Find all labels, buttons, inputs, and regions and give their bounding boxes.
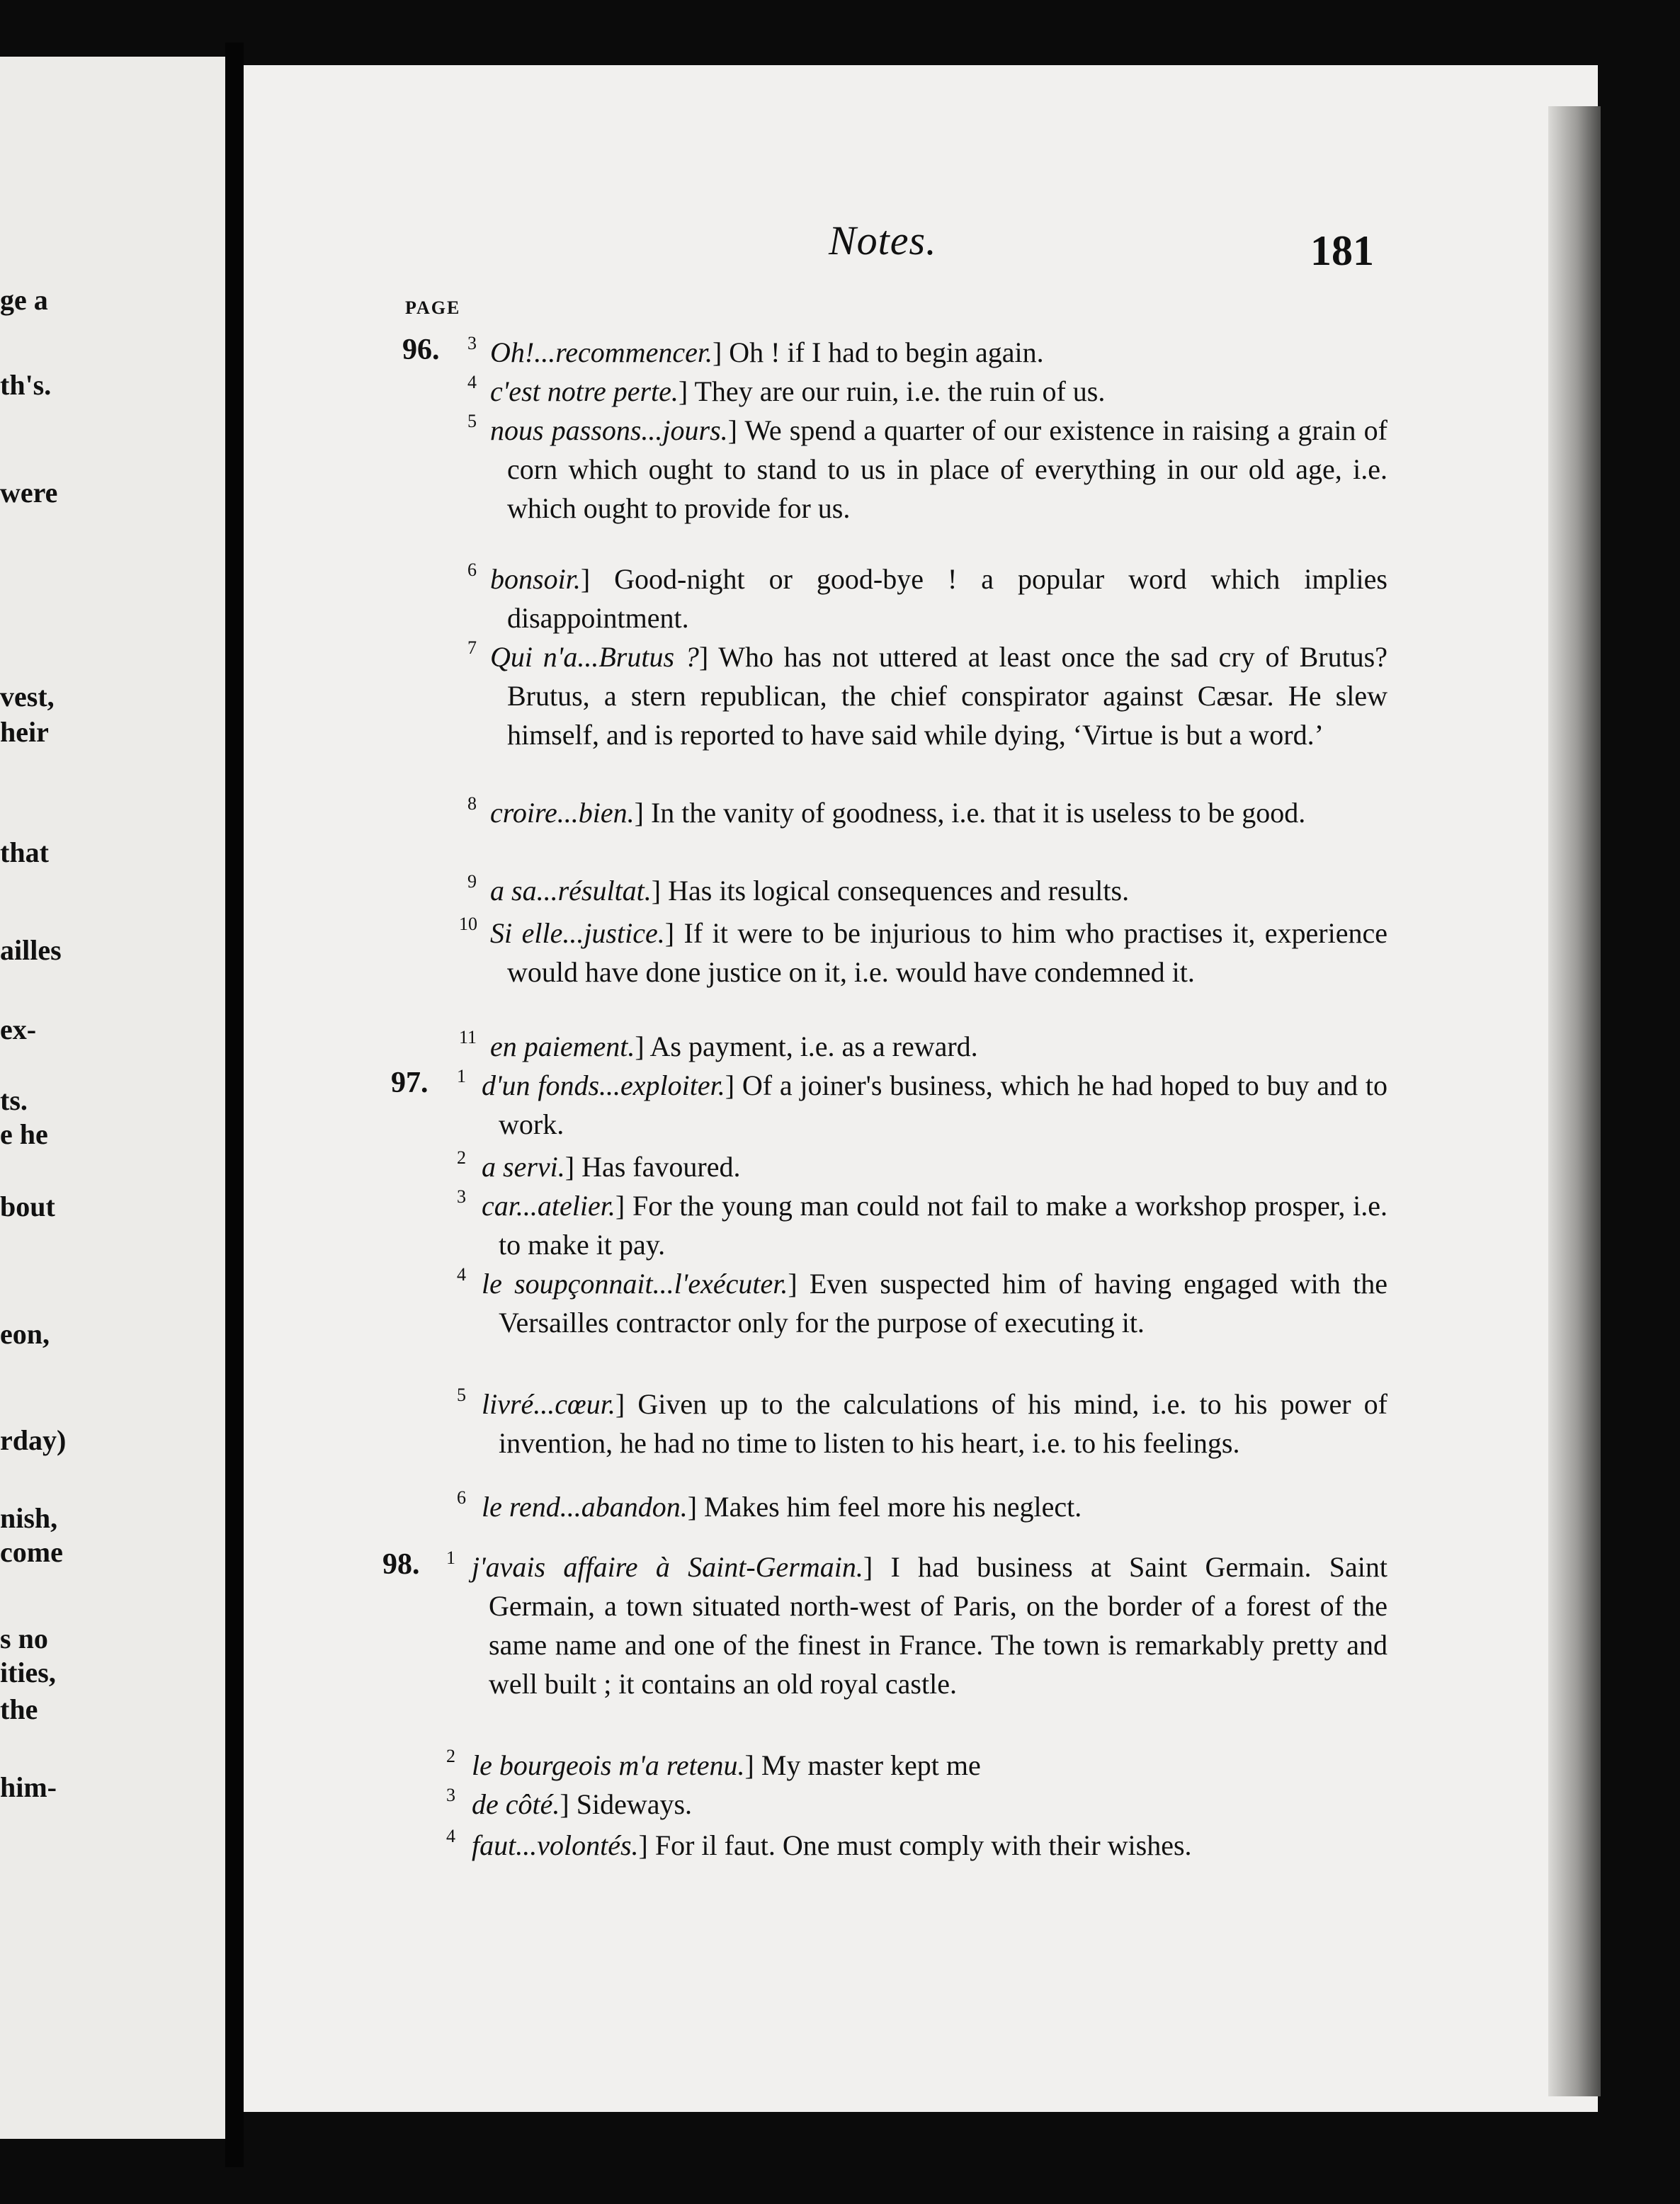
note-text: Makes him feel more his neglect. — [704, 1491, 1082, 1523]
note-cue: de côté. — [472, 1788, 560, 1820]
note-cue: bonsoir. — [490, 563, 581, 595]
note-bracket: ] — [634, 797, 651, 829]
book-gutter — [225, 42, 244, 2167]
left-page-fragment: nish, — [0, 1502, 58, 1534]
note-cue: Oh!...recommencer. — [490, 336, 713, 368]
left-page-fragment: ex- — [0, 1013, 37, 1045]
note-text: As payment, i.e. as a reward. — [649, 1030, 978, 1062]
note-text: Who has not uttered at least once the sad cry of Brutus? Brutus, a stern republican, the chief conspirator against Cæsar. He slew himself, and is reported to have said while dying, ‘Virtue is but a word.’ — [507, 641, 1387, 751]
note-cue: d'un fonds...exploiter. — [482, 1069, 725, 1101]
footnote-number: 2 — [446, 1746, 455, 1766]
note-bracket: ] — [678, 375, 695, 407]
note-bracket: ] — [664, 917, 684, 949]
note-entry — [490, 871, 1387, 910]
footnote-number: 4 — [467, 372, 477, 392]
footnote-number: 1 — [457, 1066, 466, 1086]
footnote-number: 11 — [459, 1027, 477, 1047]
note-entry — [482, 1186, 1387, 1264]
note-bracket: ] — [638, 1829, 655, 1861]
note-entry — [482, 1487, 1387, 1526]
note-bracket: ] — [615, 1190, 632, 1222]
footnote-number: 8 — [467, 793, 477, 814]
left-page-fragment: ts. — [0, 1084, 28, 1116]
footnote-number: 3 — [467, 333, 477, 353]
footnote-number: 6 — [467, 559, 477, 580]
left-page-fragment: come — [0, 1536, 63, 1568]
note-text: I had business at Saint Germain. Saint Germain, a town situated north-west of Paris, on the border of a forest of the same name and one of the finest in France. The town is remarkably pretty and well built ; it contains an old royal castle. — [489, 1551, 1387, 1700]
note-cue: le bourgeois m'a retenu. — [472, 1749, 745, 1781]
note-cue: a servi. — [482, 1151, 565, 1183]
note-cue: livré...cœur. — [482, 1388, 615, 1420]
note-cue: le soupçonnait...l'exécuter. — [482, 1268, 788, 1300]
page-reference: 98. — [382, 1548, 420, 1581]
note-cue: c'est notre perte. — [490, 375, 679, 407]
note-bracket: ] — [788, 1268, 810, 1300]
page-number: 181 — [1310, 227, 1374, 274]
footnote-number: 4 — [457, 1264, 466, 1285]
note-cue: faut...volontés. — [472, 1829, 639, 1861]
note-bracket: ] — [651, 875, 669, 907]
note-bracket: ] — [727, 414, 745, 446]
note-bracket: ] — [635, 1030, 650, 1062]
left-page-fragment: s no — [0, 1623, 48, 1654]
left-page-fragment: that — [0, 836, 49, 868]
footnote-number: 3 — [446, 1785, 455, 1805]
left-page-fragment: heir — [0, 716, 49, 748]
left-page-sliver — [0, 57, 225, 2139]
note-text: Has favoured. — [581, 1151, 741, 1183]
note-text: For the young man could not fail to make a workshop prosper, i.e. to make it pay. — [499, 1190, 1387, 1261]
left-page-fragment: ailles — [0, 934, 62, 966]
note-cue: le rend...abandon. — [482, 1491, 688, 1523]
note-cue: a sa...résultat. — [490, 875, 652, 907]
footnote-number: 6 — [457, 1487, 466, 1508]
page-reference: 96. — [402, 334, 440, 366]
footnote-number: 1 — [446, 1547, 455, 1568]
note-entry — [490, 637, 1387, 754]
note-text: Sideways. — [576, 1788, 693, 1820]
left-page-fragment: ities, — [0, 1657, 56, 1688]
note-cue: Si elle...justice. — [490, 917, 665, 949]
note-bracket: ] — [698, 641, 719, 673]
page-reference: 97. — [391, 1067, 428, 1099]
left-page-fragment: e he — [0, 1118, 48, 1150]
left-page-fragment: rday) — [0, 1424, 67, 1456]
note-cue: nous passons...jours. — [490, 414, 728, 446]
left-page-fragments — [0, 57, 225, 2139]
note-bracket: ] — [712, 336, 730, 368]
page-column-label: PAGE — [405, 297, 461, 318]
footnote-number: 5 — [467, 411, 477, 431]
note-text: Given up to the calculations of his mind, i.e. to his power of invention, he had no time to listen to his heart, i.e. to his feelings. — [499, 1388, 1387, 1459]
note-cue: j'avais affaire à Saint-Germain. — [472, 1551, 863, 1583]
note-text: In the vanity of goodness, i.e. that it is useless to be good. — [650, 797, 1306, 829]
note-cue: Qui n'a...Brutus ? — [490, 641, 699, 673]
note-entry — [490, 333, 1387, 372]
note-text: Good-night or good-bye ! a popular word which implies disappointment. — [507, 563, 1387, 634]
left-page-fragment: vest, — [0, 681, 55, 712]
note-entry — [490, 411, 1387, 528]
note-bracket: ] — [615, 1388, 638, 1420]
note-entry — [490, 559, 1387, 637]
note-entry — [482, 1147, 1387, 1186]
note-bracket: ] — [725, 1069, 742, 1101]
note-bracket: ] — [580, 563, 615, 595]
note-bracket: ] — [687, 1491, 705, 1523]
footnote-number: 5 — [457, 1385, 466, 1405]
note-entry — [490, 372, 1387, 411]
left-page-fragment: were — [0, 477, 58, 509]
left-page-fragment: eon, — [0, 1318, 50, 1350]
note-text: Of a joiner's business, which he had hoped to buy and to work. — [499, 1069, 1387, 1140]
note-entry — [490, 1027, 1387, 1066]
note-text: For il faut. One must comply with their wishes. — [654, 1829, 1192, 1861]
note-cue: car...atelier. — [482, 1190, 615, 1222]
footnote-number: 2 — [457, 1147, 466, 1168]
page-edge-shadow — [1548, 106, 1601, 2096]
note-entry — [482, 1066, 1387, 1144]
note-bracket: ] — [564, 1151, 582, 1183]
running-head: Notes. — [829, 217, 937, 263]
left-page-fragment: him- — [0, 1771, 57, 1803]
footnote-number: 3 — [457, 1186, 466, 1207]
note-entry — [482, 1385, 1387, 1462]
note-text: Oh ! if I had to begin again. — [729, 336, 1044, 368]
left-page-fragment: bout — [0, 1191, 55, 1222]
note-text: If it were to be injurious to him who practises it, experience would have done justice on it, i.e. would have condemned it. — [507, 917, 1387, 988]
note-text: Has its logical consequences and results. — [668, 875, 1130, 907]
note-cue: en paiement. — [490, 1030, 635, 1062]
left-page-fragment: ge a — [0, 284, 48, 316]
note-text: My master kept me — [761, 1749, 981, 1781]
left-page-fragment: the — [0, 1693, 38, 1725]
footnote-number: 9 — [467, 871, 477, 892]
note-entry — [472, 1547, 1387, 1703]
footnote-number: 10 — [459, 914, 477, 934]
footnote-number: 4 — [446, 1826, 455, 1846]
note-entry — [472, 1785, 1387, 1824]
note-entry — [482, 1264, 1387, 1342]
note-entry — [472, 1826, 1387, 1865]
note-entry — [490, 793, 1387, 832]
left-page-fragment: th's. — [0, 369, 52, 401]
note-text: They are our ruin, i.e. the ruin of us. — [694, 375, 1106, 407]
note-text: Even suspected him of having engaged with the Versailles contractor only for the purpose of executing it. — [499, 1268, 1387, 1339]
note-bracket: ] — [560, 1788, 577, 1820]
note-entry — [490, 914, 1387, 992]
note-bracket: ] — [744, 1749, 761, 1781]
footnote-number: 7 — [467, 637, 477, 658]
note-cue: croire...bien. — [490, 797, 635, 829]
note-bracket: ] — [863, 1551, 891, 1583]
note-text: We spend a quarter of our existence in raising a grain of corn which ought to stand to us in place of everything in our old age, i.e. which ought to provide for us. — [507, 414, 1387, 524]
note-entry — [472, 1746, 1387, 1785]
